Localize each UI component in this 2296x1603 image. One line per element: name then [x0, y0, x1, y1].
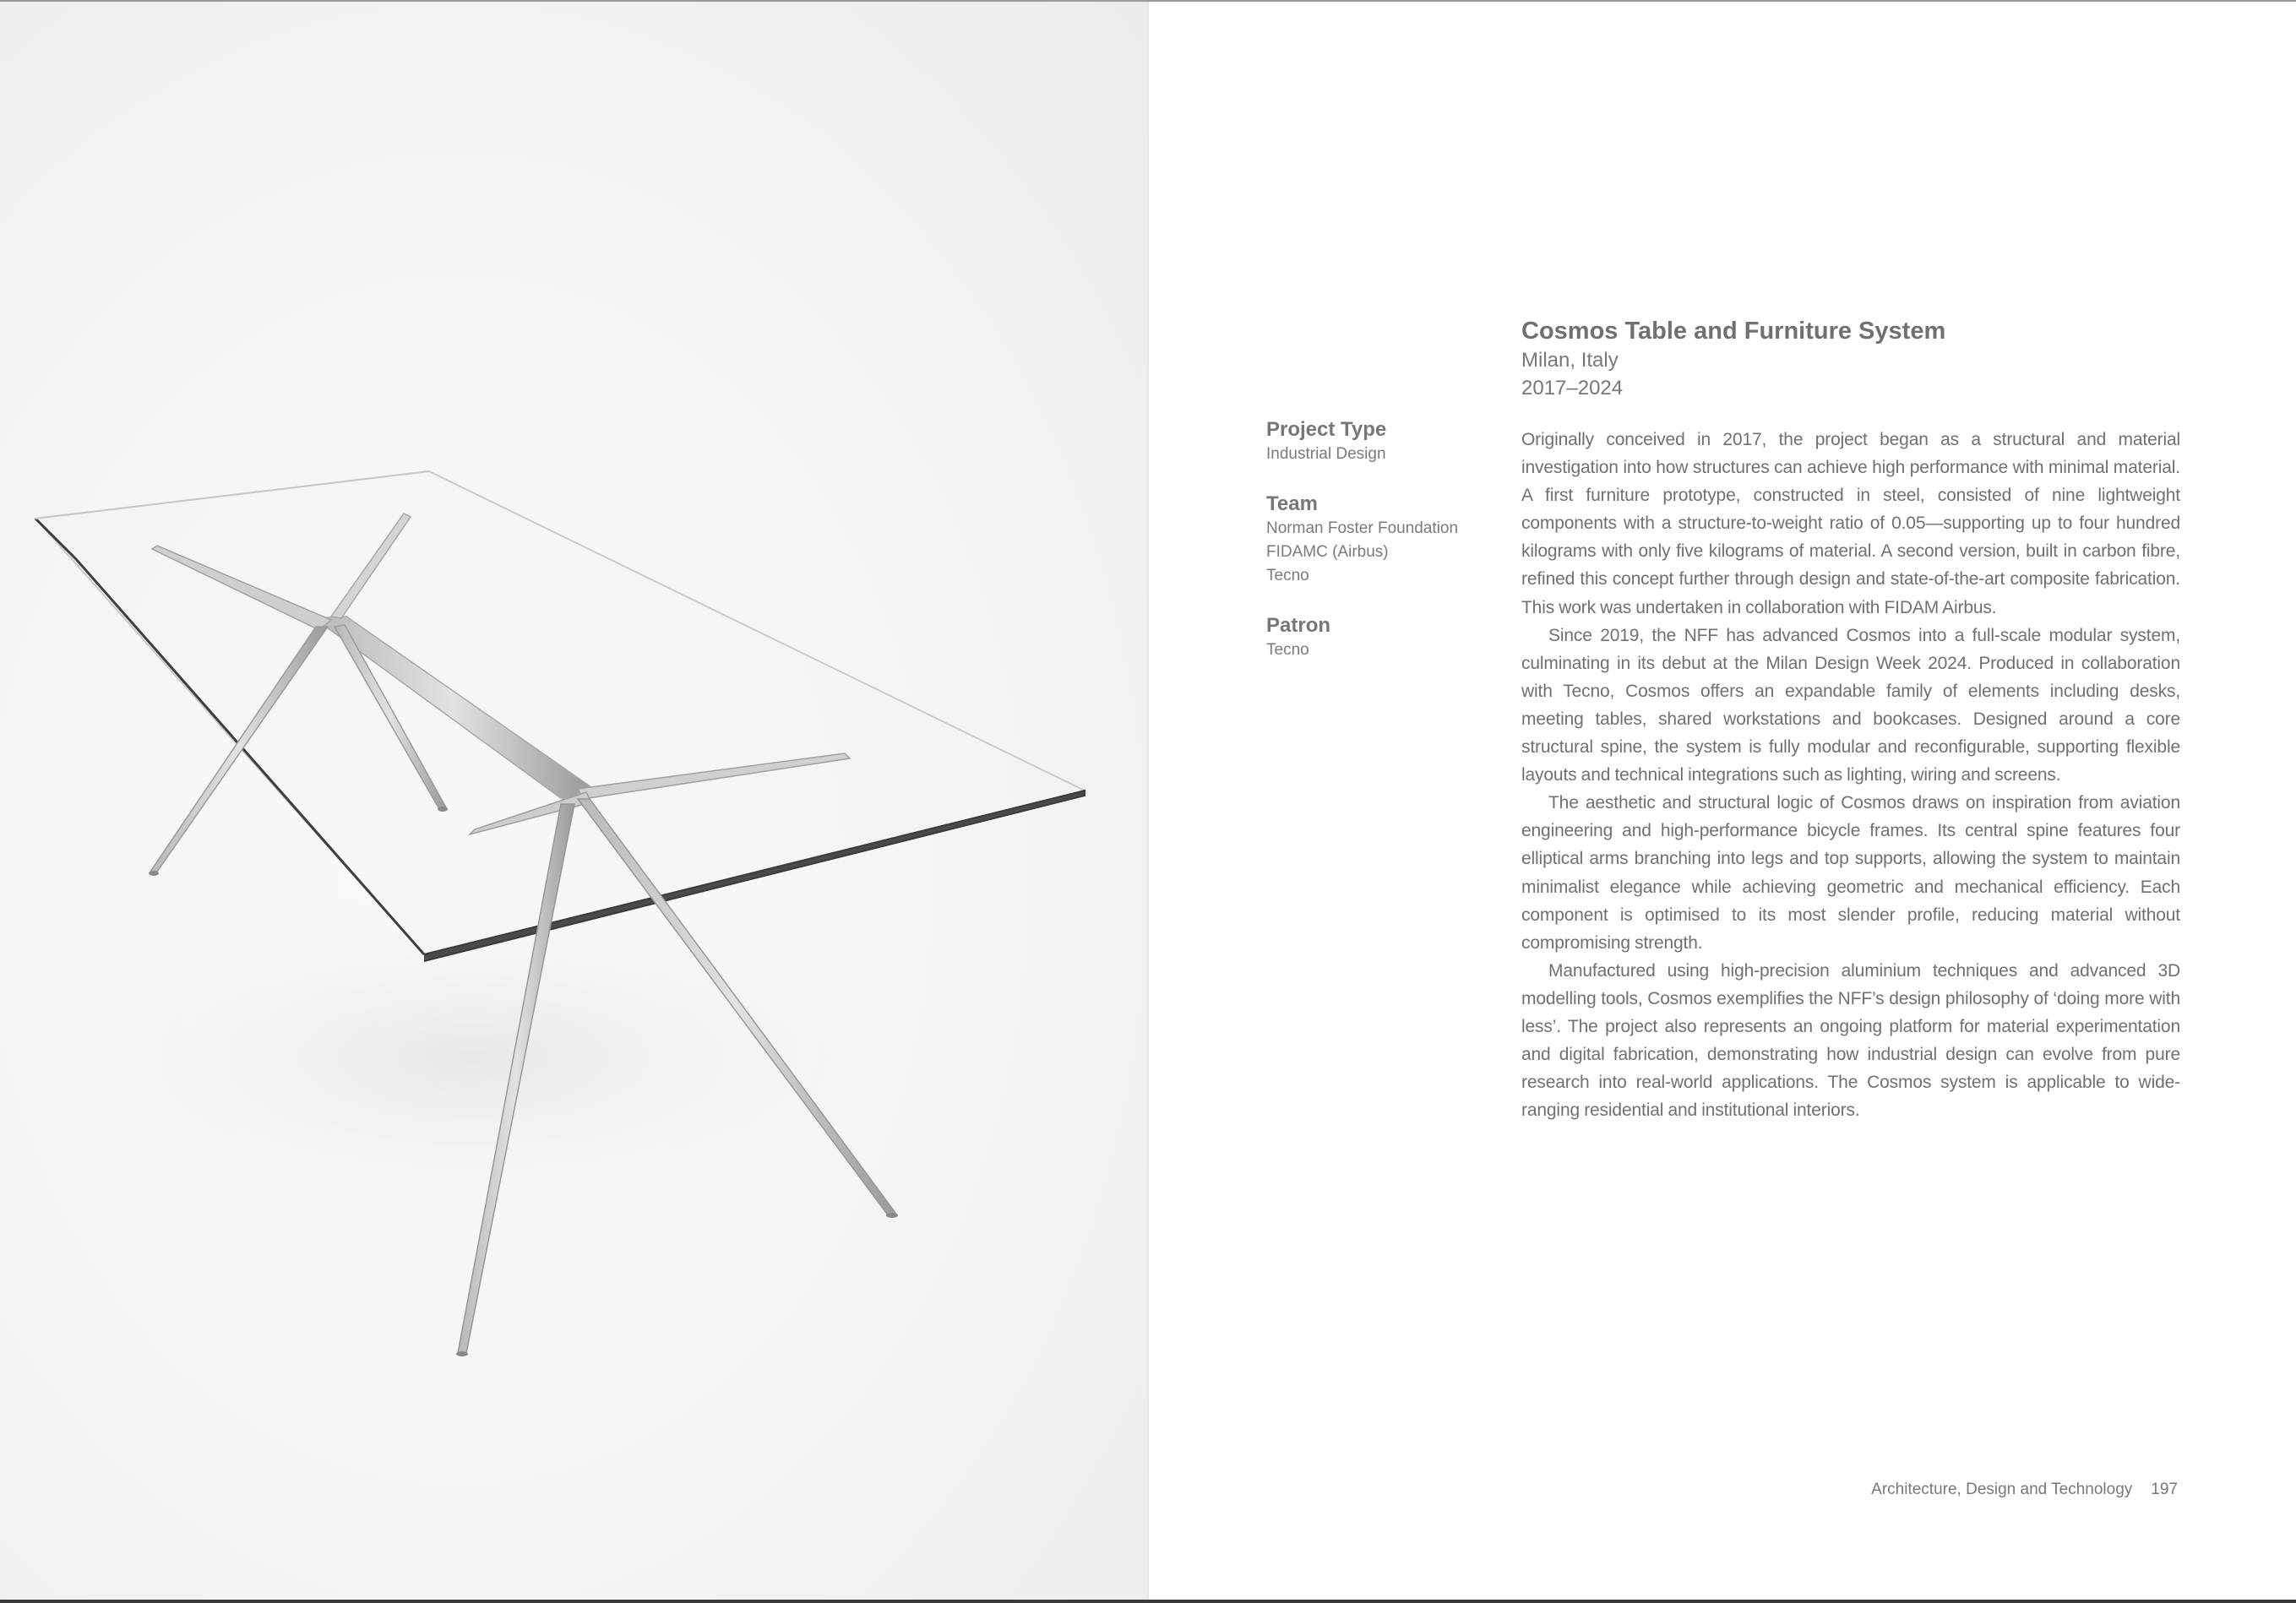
foot-back-left [149, 871, 159, 876]
foot-front-right [886, 1213, 898, 1218]
detail-team [1266, 492, 1520, 588]
project-details [1266, 417, 1520, 687]
body-paragraph: Originally conceived in 2017, the project began as a structural and material investigation into how structures can achieve high performance with minimal material. A first furniture prototype, constructed in steel, consisted of nine lightweight components with a structure-to-weight ratio of 0.05—supporting up to four hundred kilograms with only five kilograms of material. A second version, built in carbon fibre, refined this concept further through design and state-of-the-art composite fabrication. This work was undertaken in collaboration with FIDAM Airbus. [1521, 430, 2180, 617]
body-text [1521, 426, 2180, 1124]
project-years: 2017–2024 [1521, 377, 1624, 399]
project-title: Cosmos Table and Furniture System [1521, 318, 1946, 345]
page-number: 197 [2151, 1481, 2178, 1498]
bottom-edge-rule [0, 1600, 2296, 1603]
detail-value: Tecno [1266, 641, 1309, 659]
detail-value: FIDAMC (Airbus) [1266, 543, 1389, 561]
project-location: Milan, Italy [1521, 349, 1619, 372]
detail-label: Team [1266, 492, 1318, 515]
running-footer [1871, 1480, 2178, 1500]
footer-section-title: Architecture, Design and Technology [1871, 1481, 2133, 1498]
detail-value: Industrial Design [1266, 445, 1386, 463]
body-paragraph: The aesthetic and structural logic of Cosmos draws on inspiration from aviation engineering and high-performance bicycle frames. Its central spine features four elliptical arms branching into legs and top supports, allowing the system to maintain minimalist elegance while achieving geometric and mechanical efficiency. Each component is optimised to its most slender profile, reducing material without compromising strength. [1521, 793, 2180, 953]
glass-table-illustration [0, 2, 1147, 1600]
detail-patron [1266, 613, 1520, 662]
detail-project-type [1266, 417, 1520, 466]
detail-value: Tecno [1266, 567, 1309, 584]
text-page [1149, 2, 2296, 1600]
foot-front-left [456, 1351, 468, 1356]
body-paragraph: Since 2019, the NFF has advanced Cosmos into a full-scale modular system, culminating in its debut at the Milan Design Week 2024. Produced in collaboration with Tecno, Cosmos offers an expandable family of elements including desks, meeting tables, shared workstations and bookcases. Designed around a core structural spine, the system is fully modular and reconfigurable, supporting flexible layouts and technical integrations such as lighting, wiring and screens. [1521, 625, 2180, 785]
detail-label: Project Type [1266, 418, 1387, 441]
table-photograph [0, 2, 1147, 1600]
project-description [1521, 316, 2180, 1124]
detail-value: Norman Foster Foundation [1266, 519, 1459, 537]
foot-back-right [438, 807, 448, 812]
glass-tabletop [35, 471, 1085, 954]
body-paragraph: Manufactured using high-precision aluminium techniques and advanced 3D modelling tools, Cosmos exemplifies the NFF’s design philosophy of ‘doing more with less’. The project also represents an ongoing platform for material experimentation and digital fabrication, demonstrating how industrial design can evolve from pure research into real-world applications. The Cosmos system is applicable to wide-ranging residential and institutional interiors. [1521, 960, 2180, 1121]
detail-label: Patron [1266, 614, 1331, 637]
